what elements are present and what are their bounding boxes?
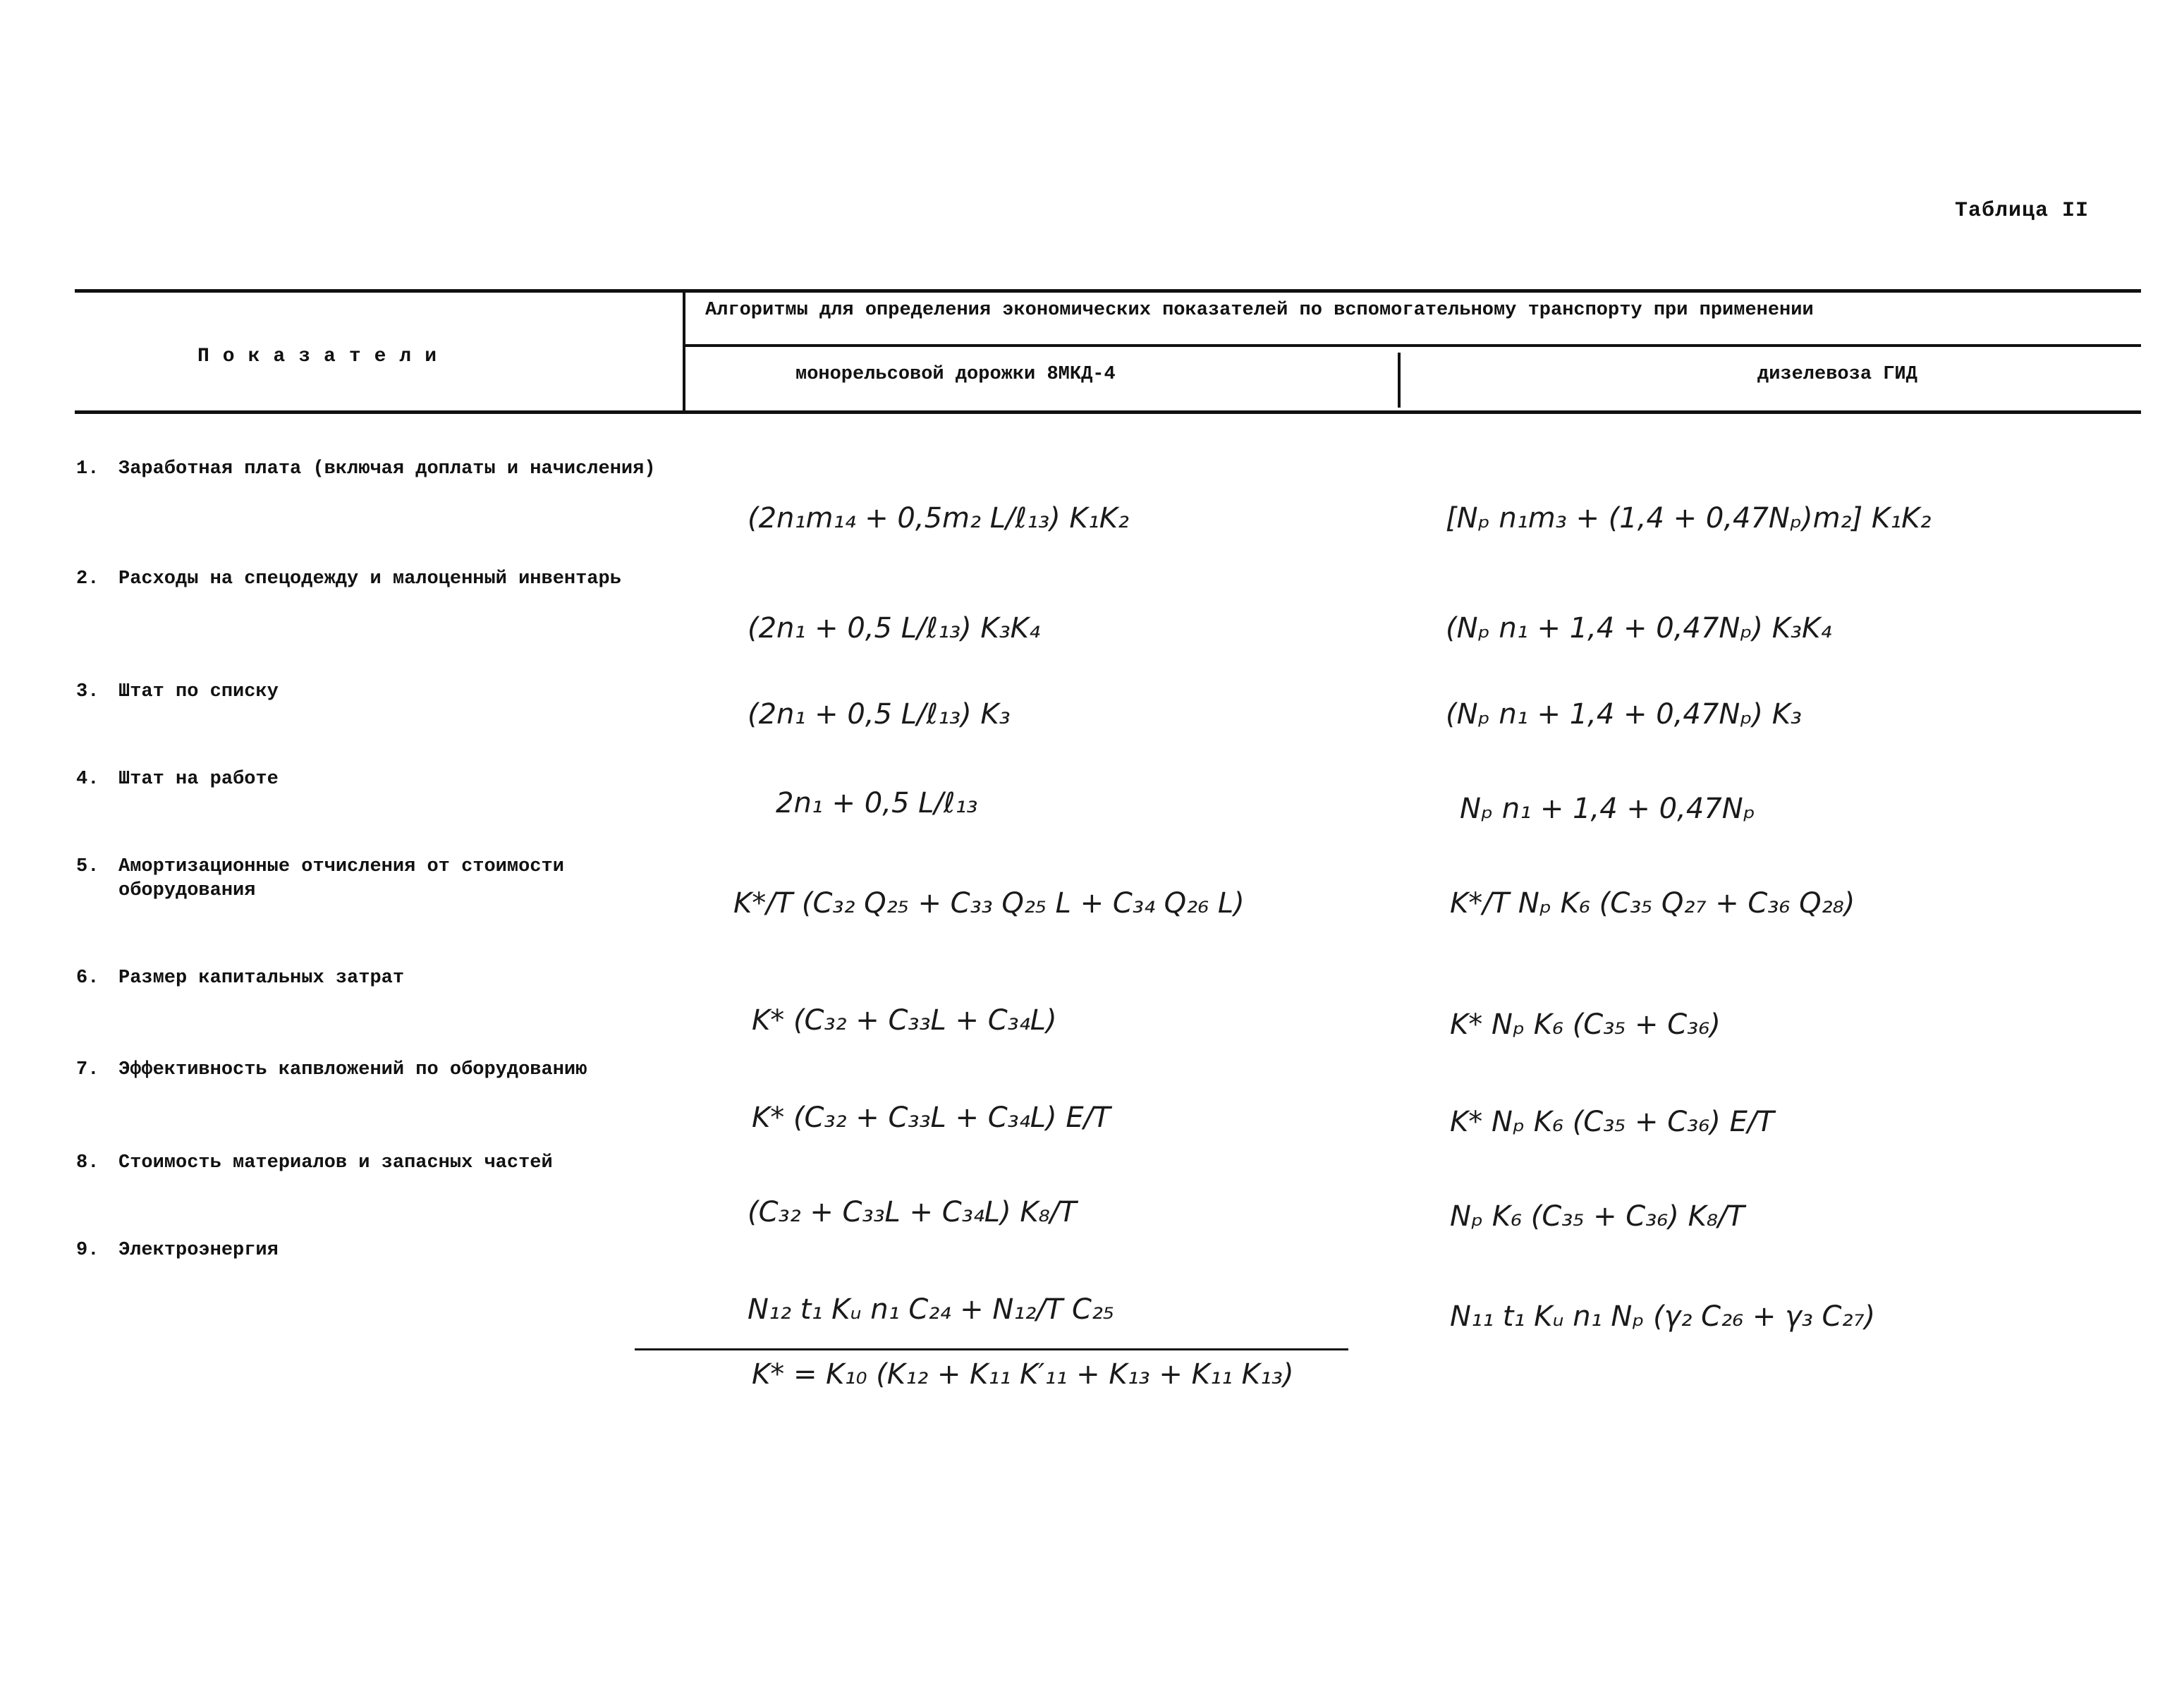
row-label-6 [76, 966, 683, 990]
table-top-rule [75, 289, 2141, 293]
formula-diesel-6: K* Nₚ K₆ (C₃₅ + C₃₆) [1450, 1008, 1721, 1041]
formula-monorail-1: (2n₁m₁₄ + 0,5m₂ L/ℓ₁₃) K₁K₂ [748, 502, 1129, 535]
row-text: Заработная плата (включая доплаты и начисления) [118, 458, 656, 480]
formula-monorail-9: N₁₂ t₁ Kᵤ n₁ C₂₄ + N₁₂/T C₂₅ [748, 1293, 1114, 1326]
subheader-vertical-rule [1398, 353, 1401, 408]
row-text: Штат по списку [118, 681, 279, 702]
formula-diesel-8: Nₚ K₆ (C₃₅ + C₃₆) K₈/T [1450, 1200, 1745, 1233]
row-text: Расходы на спецодежду и малоценный инвентарь [118, 568, 621, 590]
row-text: Стоимость материалов и запасных частей [118, 1152, 553, 1173]
row-number: 6. [76, 968, 99, 989]
formula-monorail-6: K* (C₃₂ + C₃₃L + C₃₄L) [752, 1004, 1057, 1037]
row-number: 2. [76, 568, 99, 590]
row-text: Амортизационные отчисления от стоимости оборудования [118, 856, 564, 901]
formula-diesel-1: [Nₚ n₁m₃ + (1,4 + 0,47Nₚ)m₂] K₁K₂ [1446, 502, 1932, 535]
header-indicators: Показатели [197, 346, 451, 367]
row-label-5 [76, 855, 683, 903]
row-text: Штат на работе [118, 769, 279, 790]
header-bottom-rule [75, 410, 2141, 414]
formula-monorail-5: K*/T (C₃₂ Q₂₅ + C₃₃ Q₂₅ L + C₃₄ Q₂₆ L) [733, 887, 1245, 920]
row-label-3 [76, 680, 683, 704]
row-label-9 [76, 1238, 683, 1262]
row-number: 7. [76, 1059, 99, 1080]
row-label-8 [76, 1151, 683, 1175]
row-number: 3. [76, 681, 99, 702]
formula-diesel-5: K*/T Nₚ K₆ (C₃₅ Q₂₇ + C₃₆ Q₂₈) [1450, 887, 1855, 920]
header-monorail: монорельсовой дорожки 8МКД-4 [795, 364, 1116, 385]
formula-diesel-2: (Nₚ n₁ + 1,4 + 0,47Nₚ) K₃K₄ [1446, 612, 1832, 645]
row-label-1 [76, 457, 683, 481]
header-algorithms: Алгоритмы для определения экономических показателей по вспомогательному транспорту при применении [705, 300, 1814, 321]
header-divider-rule [684, 344, 2141, 347]
formula-monorail-4: 2n₁ + 0,5 L/ℓ₁₃ [776, 787, 978, 819]
row-text: Электроэнергия [118, 1240, 279, 1261]
formula-diesel-3: (Nₚ n₁ + 1,4 + 0,47Nₚ) K₃ [1446, 698, 1802, 731]
row-label-2 [76, 567, 683, 591]
row-text: Эффективность капвложений по оборудованию [118, 1059, 587, 1080]
header-diesel: дизелевоза ГИД [1757, 364, 1917, 385]
row-label-7 [76, 1058, 683, 1082]
row-number: 1. [76, 458, 99, 480]
row-label-4 [76, 767, 683, 791]
row-number: 9. [76, 1240, 99, 1261]
formula-diesel-4: Nₚ n₁ + 1,4 + 0,47Nₚ [1460, 793, 1755, 825]
footnote-rule [635, 1348, 1348, 1350]
formula-monorail-2: (2n₁ + 0,5 L/ℓ₁₃) K₃K₄ [748, 612, 1040, 645]
row-text: Размер капитальных затрат [118, 968, 405, 989]
row-number: 4. [76, 769, 99, 790]
footnote-formula: K* = K₁₀ (K₁₂ + K₁₁ K′₁₁ + K₁₃ + K₁₁ K₁₃) [752, 1358, 1294, 1391]
formula-monorail-7: K* (C₃₂ + C₃₃L + C₃₄L) E/T [752, 1102, 1111, 1134]
formula-diesel-7: K* Nₚ K₆ (C₃₅ + C₃₆) E/T [1450, 1106, 1774, 1138]
header-vertical-rule [683, 289, 685, 414]
formula-monorail-8: (C₃₂ + C₃₃L + C₃₄L) K₈/T [748, 1196, 1077, 1228]
row-number: 5. [76, 856, 99, 877]
formula-diesel-9: N₁₁ t₁ Kᵤ n₁ Nₚ (γ₂ C₂₆ + γ₃ C₂₇) [1450, 1300, 1876, 1333]
table-title: Таблица II [1954, 199, 2089, 223]
row-number: 8. [76, 1152, 99, 1173]
formula-monorail-3: (2n₁ + 0,5 L/ℓ₁₃) K₃ [748, 698, 1011, 731]
